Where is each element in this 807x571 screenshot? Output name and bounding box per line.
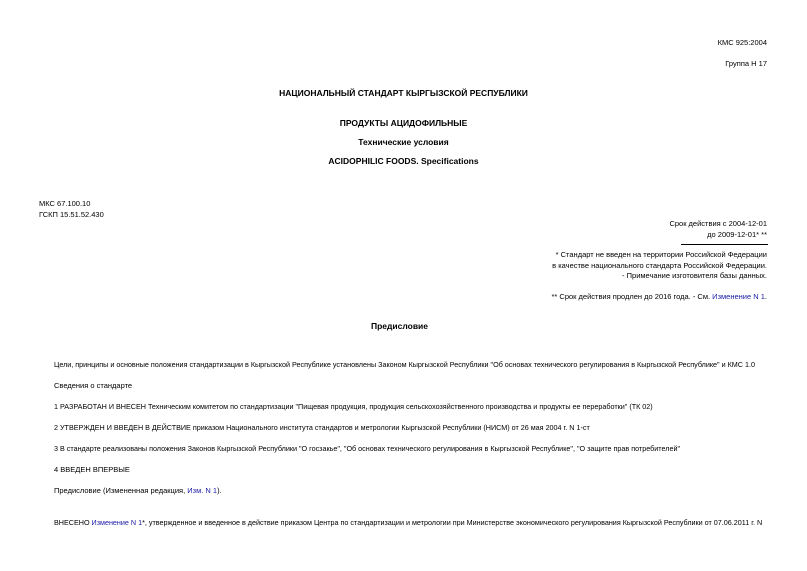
gskp-code: ГСКП 15.51.52.430 [39,210,104,219]
amendment-1-link-bottom[interactable]: Изменение N 1 [91,518,143,527]
preface-paragraph-amendment [54,518,762,527]
amendment-details-text: *, утвержденное и введенное в действие приказом Центра по стандартизации и метрологии при Министерстве экономического регулирования Кыргызской Республики от 07.06.2011 г. N [142,518,763,527]
national-standard-title: НАЦИОНАЛЬНЫЙ СТАНДАРТ КЫРГЫЗСКОЙ РЕСПУБЛИКИ [279,88,528,98]
english-title: ACIDOPHILIC FOODS. Specifications [328,156,479,166]
preface-heading: Предисловие [370,321,429,331]
standard-code: КМС 925:2004 [717,38,767,47]
preface-paragraph-laws: 3 В стандарте реализованы положения Законов Кыргызской Республики "О госзакье", "Об основах технического регулирования в Кыргызской Республике", "О защите прав потребителей" [54,444,681,453]
preface-paragraph-info: Сведения о стандарте [54,381,133,390]
preface-revised-text: Предисловие (Измененная редакция, [54,486,188,495]
mks-code: МКС 67.100.10 [39,199,91,208]
footnote-divider [681,244,768,245]
footnote-extension [551,292,767,301]
preface-paragraph-revised [54,486,222,495]
footnote-extension-end: . [764,292,767,301]
footnote-db-note: - Примечание изготовителя базы данных. [622,271,767,280]
footnote-national-standard: в качестве национального стандарта Российской Федерации. [552,261,767,270]
preface-paragraph-developed: 1 РАЗРАБОТАН И ВНЕСЕН Техническим комитетом по стандартизации "Пищевая продукция, продукция сельскохозяйственного производства и продукты ее переработки" (ТК 02) [54,402,653,411]
validity-from: Срок действия с 2004-12-01 [669,219,767,228]
standard-group: Группа Н 17 [725,59,767,68]
preface-revised-end: ). [217,486,222,495]
amendment-intro-text: ВНЕСЕНО [54,518,92,527]
preface-paragraph-goals: Цели, принципы и основные положения стандартизации в Кыргызской Республике установлены Законом Кыргызской Республики "Об основах технического регулирования в Кыргызской Республике" и КМС 1.0 [54,360,755,369]
footnote-not-introduced: * Стандарт не введен на территории Российской Федерации [555,250,767,259]
product-title: ПРОДУКТЫ АЦИДОФИЛЬНЫЕ [339,118,468,128]
amendment-1-link[interactable]: Изменение N 1 [712,292,765,301]
amendment-short-link[interactable]: Изм. N 1 [187,486,218,495]
validity-to: до 2009-12-01* ** [707,230,767,239]
preface-paragraph-first: 4 ВВЕДЕН ВПЕРВЫЕ [54,465,130,474]
preface-paragraph-approved: 2 УТВЕРЖДЕН И ВВЕДЕН В ДЕЙСТВИЕ приказом Национального института стандартов и метрологии Кыргызской Республики (НИСМ) от 26 мая 2004 г. N 1-ст [54,423,590,432]
footnote-extension-text: ** Срок действия продлен до 2016 года. - См. [551,292,713,301]
product-subtitle: Технические условия [358,137,449,147]
